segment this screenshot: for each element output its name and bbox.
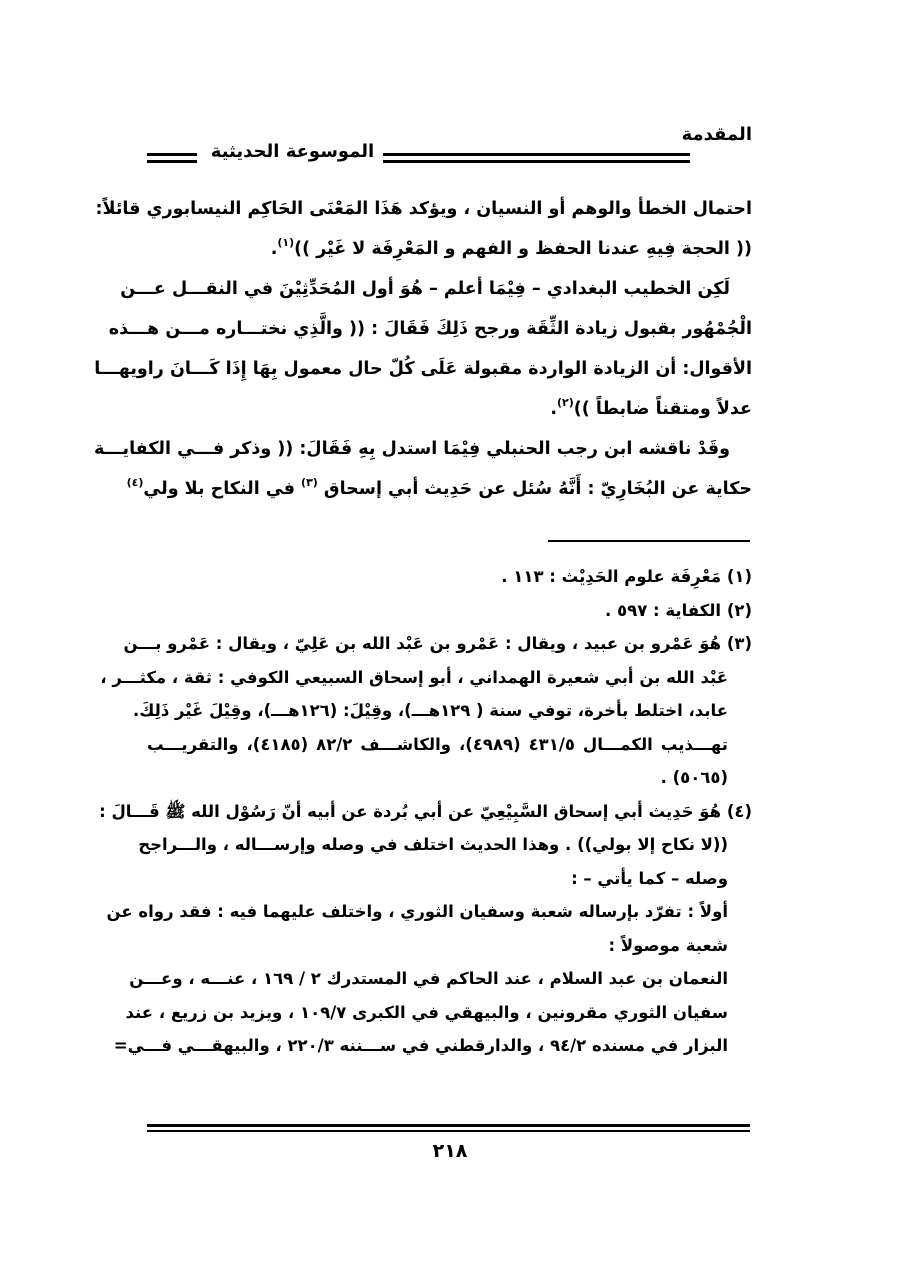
header-rule <box>147 153 197 156</box>
footnote-line: سفيان الثوري مقرونين ، والبيهقي في الكبرى ١٠٩/٧ ، ويزيد بن زريع ، عند <box>125 1002 728 1022</box>
footnote-line: (١) مَعْرِفَة علوم الحَدِيْث : ١١٣ . <box>501 567 752 586</box>
footnote-ref: (٤) <box>126 476 144 489</box>
footnote-line: (٣) هُوَ عَمْرو بن عبيد ، ويقال : عَمْرو بن عَبْد الله بن عَلِيّ ، ويقال : عَمْرو بـــن <box>123 634 752 653</box>
page-number: ٢١٨ <box>432 1140 468 1162</box>
section-title: المقدمة <box>681 124 752 145</box>
footnote-line: (٤) هُوَ حَدِيث أبي إسحاق السَّبِيْعِيّ عن أبي بُردة عن أبيه أنّ رَسُوْل الله ﷺ قَـــالَ : <box>99 801 752 821</box>
text-line: (( الحجة فِيهِ عندنا الحفظ و الفهم و المَعْرِفَة لا غَيْر ))$^{(١)}$. <box>270 236 752 259</box>
footnote-line: وصله – كما يأتي – : <box>571 868 728 888</box>
footnote-ref: (١) <box>277 236 295 249</box>
footnote-ref: (٢) <box>557 396 574 409</box>
footnote-line: شعبة موصولاً : <box>608 935 728 955</box>
text-line: الأقوال: أن الزيادة الواردة مقبولة عَلَى كُلّ حال معمول بِهَا إِذَا كَـــانَ راويهـــا <box>94 359 752 379</box>
footnote-line: النعمان بن عبد السلام ، عند الحاكم في المستدرك ٢ / ١٦٩ ، عنـــه ، وعـــن <box>129 969 728 988</box>
text-line: عدلاً ومتقناً ضابطاً ))$^{(٢)}$. <box>550 396 752 419</box>
footnote-separator <box>548 540 750 542</box>
footnote-line: (٥٠٦٥) . <box>660 768 728 787</box>
footnote-ref: (٣) <box>301 476 318 489</box>
footer-rule <box>147 1130 750 1132</box>
text-line: احتمال الخطأ والوهم أو النسيان ، ويؤكد هَذَا المَعْنَى الحَاكِم النيسابوري قائلاً: <box>95 199 752 219</box>
footer-rule <box>147 1124 750 1127</box>
book-title: الموسوعة الحديثية <box>210 141 375 162</box>
text-line: لَكِن الخطيب البغدادي – فِيْمَا أعلم – هُوَ أول المُحَدِّثِيْنَ في النقـــل عـــن <box>120 279 730 299</box>
footnote-line: عابد، اختلط بأخرة، توفي سنة ( ١٢٩هـــ)، وقِيْلَ: (١٢٦هـــ)، وقِيْلَ غَيْر ذَلِكَ. <box>133 701 728 720</box>
footnote-line: البزار في مسنده ٩٤/٢ ، والدارقطني في ســـننه ٢٢٠/٣ ، والبيهقـــي فـــي= <box>113 1036 728 1055</box>
footnotes <box>99 560 752 1063</box>
text-line: حكاية عن البُخَارِيّ : أَنَّهُ سُئل عن حَدِيث أبي إسحاق $^{(٣)}$ في النكاح بلا ولي$^{(٤)}$ <box>126 476 752 499</box>
header-rule <box>147 160 197 163</box>
text-line: وقَدْ ناقشه ابن رجب الحنبلي فِيْمَا استدل بِهِ فَقَالَ: (( وذكر فـــي الكفايـــة <box>93 439 730 459</box>
footnote-line: عَبْد الله بن أبي شعيرة الهمداني ، أبو إسحاق السبيعي الكوفي : ثقة ، مكثـــر ، <box>100 667 728 687</box>
main-text <box>93 189 752 509</box>
footnote-line: تهـــذيب الكمـــال ٤٣١/٥ (٤٩٨٩)، والكاشـــف ٨٢/٢ (٤١٨٥)، والتقريـــب <box>147 734 728 754</box>
text-line: الْجُمْهُور بقبول زيادة الثِّقَة ورجح ذَلِكَ فَقَالَ : (( والَّذِي نختـــاره مـــن هـــذه <box>108 319 752 339</box>
header-rule <box>383 160 690 163</box>
footnote-line: ((لا نكاح إلا بولي)) . وهذا الحديث اختلف في وصله وإرســـاله ، والـــراجح <box>138 835 728 854</box>
header-rule <box>383 153 690 156</box>
footnote-line: أولاً : تفرّد بإرساله شعبة وسفيان الثوري ، واختلف عليهما فيه : فقد رواه عن <box>106 902 728 921</box>
footnote-line: (٢) الكفاية : ٥٩٧ . <box>605 600 752 620</box>
